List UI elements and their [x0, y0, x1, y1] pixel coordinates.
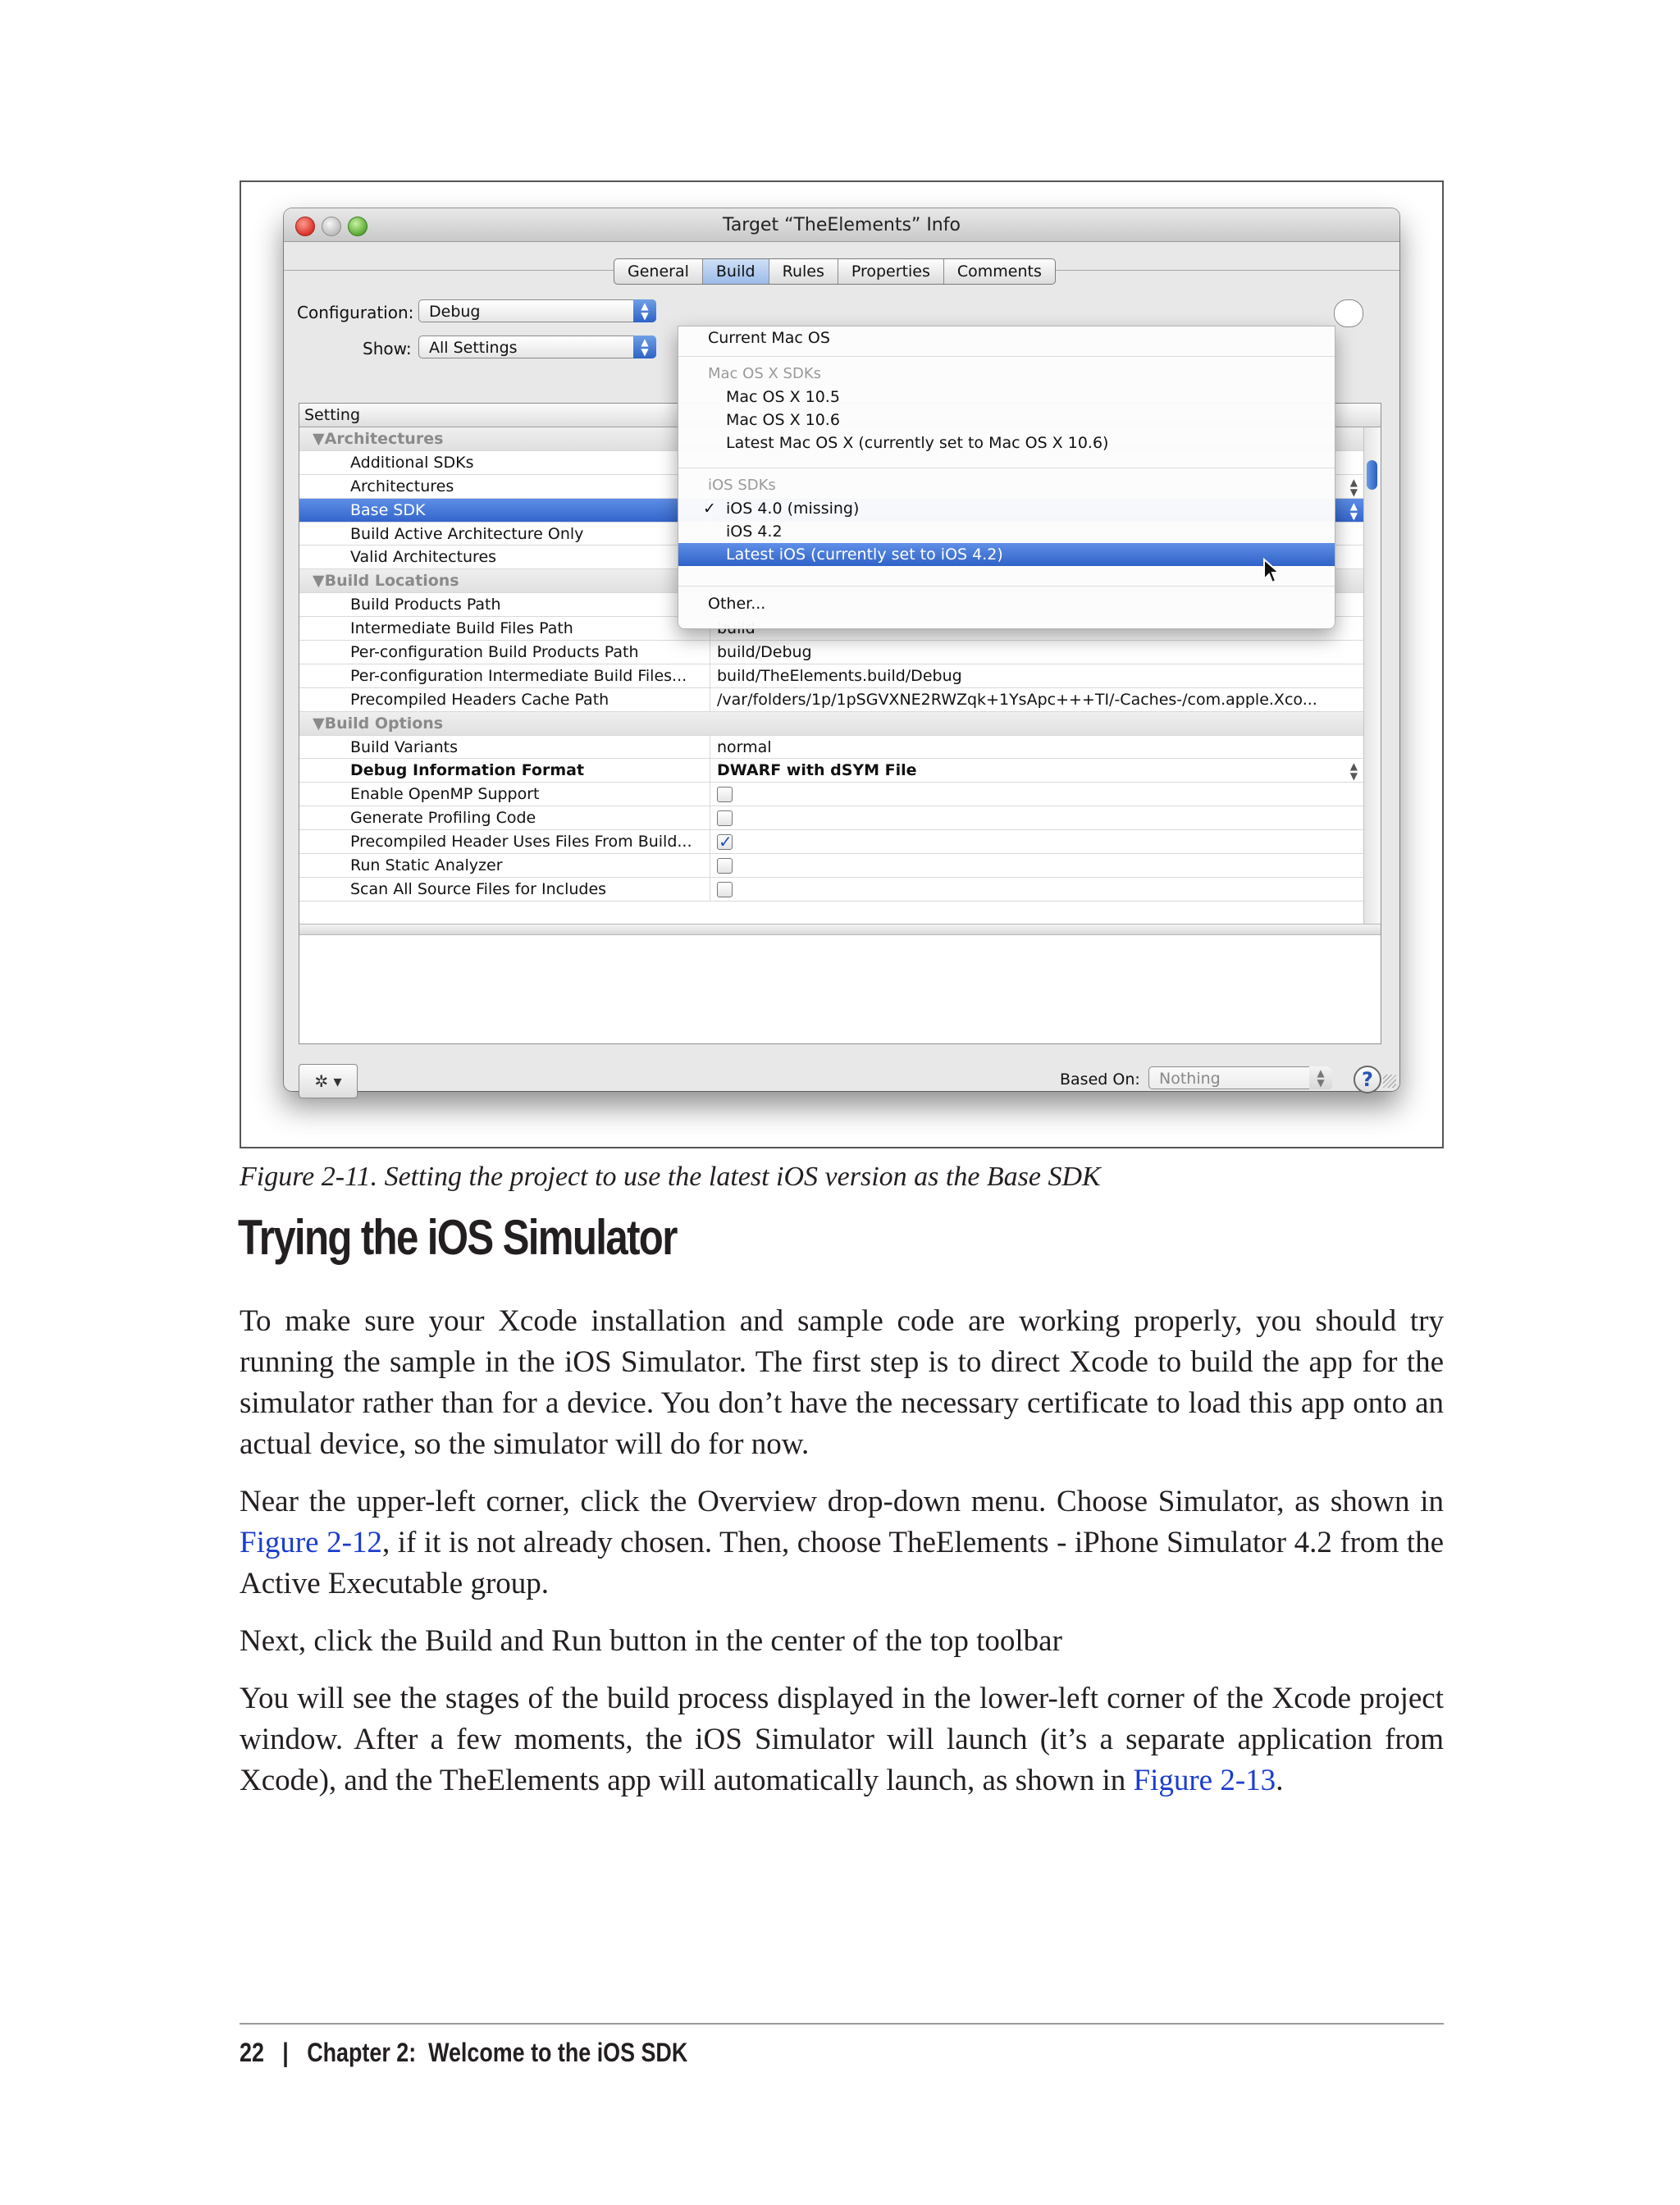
setting-checkbox[interactable] [717, 834, 733, 850]
setting-name: Build Active Architecture Only [350, 524, 584, 543]
setting-value[interactable] [710, 854, 1364, 877]
footer-rule [240, 2023, 1444, 2025]
table-row[interactable] [299, 830, 1364, 854]
configuration-label: Configuration: [297, 303, 414, 322]
setting-name: Intermediate Build Files Path [350, 619, 573, 638]
setting-value-text: build/Debug [717, 643, 812, 662]
stepper-arrows-icon[interactable]: ▲ ▼ [1349, 500, 1358, 522]
setting-name: ▼Architectures [313, 430, 444, 448]
popup-arrows-icon: ▲ ▼ [1309, 1066, 1332, 1089]
tab-build[interactable]: Build [703, 259, 769, 284]
setting-name: Generate Profiling Code [350, 809, 536, 828]
setting-value-text: build/TheElements.build/Debug [717, 666, 962, 685]
page-number: 22 [240, 2038, 264, 2067]
setting-name: Valid Architectures [350, 548, 497, 567]
tab-properties[interactable]: Properties [838, 259, 944, 284]
menu-item-mac-os-x-10-6[interactable]: Mac OS X 10.6 [726, 411, 840, 429]
menu-header-ios-sdks: iOS SDKs [708, 477, 776, 494]
setting-value[interactable] [710, 664, 1364, 687]
setting-name: ▼Build Options [313, 714, 444, 733]
setting-name: Base SDK [350, 500, 426, 519]
show-label: Show: [363, 339, 412, 358]
based-on-label: Based On: [1060, 1071, 1140, 1089]
setting-name: Per-configuration Build Products Path [350, 643, 639, 662]
tab-general[interactable]: General [614, 259, 703, 284]
settings-group-row[interactable] [299, 712, 1364, 736]
menu-item-latest-ios[interactable]: Latest iOS (currently set to iOS 4.2) [678, 543, 1335, 566]
scroll-thumb[interactable] [1367, 460, 1377, 490]
window-body [284, 242, 1399, 1091]
figure-frame [240, 180, 1444, 1148]
mouse-pointer-icon [1262, 558, 1281, 586]
setting-value[interactable] [710, 830, 1364, 853]
target-info-window [284, 208, 1399, 1091]
table-row[interactable] [299, 759, 1364, 783]
title-bar[interactable] [284, 208, 1399, 242]
menu-separator [678, 586, 1335, 587]
configuration-popup[interactable] [418, 299, 656, 322]
setting-name: Scan All Source Files for Includes [350, 879, 607, 898]
section-heading: Trying the iOS Simulator [238, 1210, 677, 1265]
resize-grip-icon[interactable] [1383, 1075, 1396, 1088]
setting-name: Build Products Path [350, 596, 501, 614]
paragraph-4 [240, 1678, 1444, 1801]
tab-rules[interactable]: Rules [769, 259, 838, 284]
paragraph-1: To make sure your Xcode installation and sample code are working properly, you should try running the sample in the iOS Simulator. The first step is to direct Xcode to build the app for the simulator rather than for a device. You don’t have the necessary certificate to load this app onto an actual device, so the simulator will do for now. [240, 1304, 1444, 1461]
setting-name: Run Static Analyzer [350, 856, 503, 875]
table-row[interactable] [299, 664, 1364, 688]
menu-separator [678, 356, 1335, 357]
based-on-popup[interactable] [1148, 1066, 1332, 1089]
popup-arrows-icon: ▲ ▼ [633, 336, 656, 358]
setting-value[interactable] [710, 783, 1364, 806]
setting-name: Additional SDKs [350, 453, 474, 472]
setting-value[interactable] [710, 878, 1364, 901]
menu-item-ios-4-0[interactable] [678, 497, 1335, 520]
table-row[interactable] [299, 783, 1364, 806]
setting-value[interactable] [710, 641, 1364, 664]
setting-value-text: /var/folders/1p/1pSGVXNE2RWZqk+1YsApc+++TI/-Caches-/com.apple.Xco... [717, 690, 1317, 709]
figure-caption: Figure 2-11. Setting the project to use the latest iOS version as the Base SDK [240, 1162, 1101, 1192]
table-row[interactable] [299, 878, 1364, 902]
paragraph-text: , if it is not already chosen. Then, choose TheElements - iPhone Simulator 4.2 from the Active Executable group. [240, 1526, 1444, 1600]
menu-item-mac-os-x-10-5[interactable]: Mac OS X 10.5 [726, 388, 840, 406]
setting-value-text: normal [717, 737, 772, 756]
based-on-value: Nothing [1159, 1070, 1221, 1088]
setting-name: Precompiled Headers Cache Path [350, 690, 609, 709]
base-sdk-dropdown-menu [678, 326, 1335, 629]
vertical-scrollbar[interactable] [1363, 427, 1381, 924]
menu-item-other[interactable]: Other... [708, 595, 766, 613]
setting-name: Precompiled Header Uses Files From Build... [350, 833, 692, 851]
menu-header-mac-os-x-sdks: Mac OS X SDKs [708, 365, 822, 382]
setting-name: Debug Information Format [350, 761, 585, 780]
paragraph-text: Near the upper-left corner, click the Overview drop-down menu. Choose Simulator, as shown in [240, 1485, 1444, 1518]
popup-arrows-icon: ▲ ▼ [633, 299, 656, 322]
menu-item-label: iOS 4.0 (missing) [726, 500, 860, 518]
show-popup[interactable] [418, 336, 656, 358]
checkmark-icon: ✓ [703, 500, 716, 518]
tab-comments[interactable]: Comments [956, 262, 1042, 281]
help-button[interactable]: ? [1354, 1066, 1381, 1093]
paragraph-text: You will see the stages of the build process displayed in the lower-left corner of the Xcode project window. After a few moments, the iOS Simulator will launch (it’s a separate application from Xcode), and the TheElements app will automatically launch, as shown in [240, 1682, 1444, 1797]
tab-bar [614, 258, 1056, 285]
configuration-value: Debug [429, 303, 481, 321]
setting-checkbox[interactable] [717, 882, 733, 897]
setting-checkbox[interactable] [717, 787, 733, 802]
setting-value[interactable] [710, 688, 1364, 711]
page-footer [240, 2038, 687, 2068]
table-row[interactable] [299, 854, 1364, 878]
pane-splitter[interactable] [299, 924, 1381, 935]
setting-name: Per-configuration Intermediate Build Files... [350, 666, 687, 685]
show-value: All Settings [429, 339, 518, 357]
table-row[interactable] [299, 688, 1364, 712]
setting-name: Build Variants [350, 737, 459, 756]
setting-name: Architectures [350, 477, 454, 495]
stepper-arrows-icon[interactable]: ▲ ▼ [1349, 476, 1358, 498]
setting-value[interactable] [710, 759, 1364, 782]
setting-name: Enable OpenMP Support [350, 785, 540, 804]
paragraph-3: Next, click the Build and Run button in the center of the top toolbar [240, 1624, 1062, 1658]
paragraph-text: . [1276, 1764, 1284, 1797]
setting-value[interactable] [710, 806, 1364, 829]
chapter-title: Chapter 2: Welcome to the iOS SDK [307, 2038, 688, 2067]
setting-value[interactable] [710, 736, 1364, 759]
footer-separator: | [282, 2038, 289, 2067]
figure-2-12-link[interactable]: Figure 2-12 [240, 1526, 382, 1559]
table-header-setting[interactable]: Setting [299, 404, 1381, 427]
window-title: Target “TheElements” Info [723, 215, 961, 235]
figure-2-13-link[interactable]: Figure 2-13 [1133, 1764, 1276, 1797]
menu-item-latest-mac-os-x[interactable]: Latest Mac OS X (currently set to Mac OS X 10.6) [726, 434, 1109, 452]
table-row[interactable] [299, 641, 1364, 664]
setting-value-text: DWARF with dSYM File [717, 761, 917, 780]
table-row[interactable] [299, 806, 1364, 830]
search-field[interactable] [1334, 299, 1363, 327]
table-row[interactable] [299, 736, 1364, 760]
menu-item-current-mac-os[interactable]: Current Mac OS [708, 329, 830, 347]
menu-item-ios-4-2[interactable]: iOS 4.2 [726, 523, 783, 541]
setting-checkbox[interactable] [717, 858, 733, 874]
stepper-arrows-icon[interactable]: ▲ ▼ [1349, 760, 1358, 783]
gear-action-button[interactable]: ✲ ▾ [299, 1064, 358, 1098]
paragraph-2 [240, 1481, 1444, 1605]
setting-name: ▼Build Locations [313, 572, 459, 591]
setting-checkbox[interactable] [717, 810, 733, 826]
